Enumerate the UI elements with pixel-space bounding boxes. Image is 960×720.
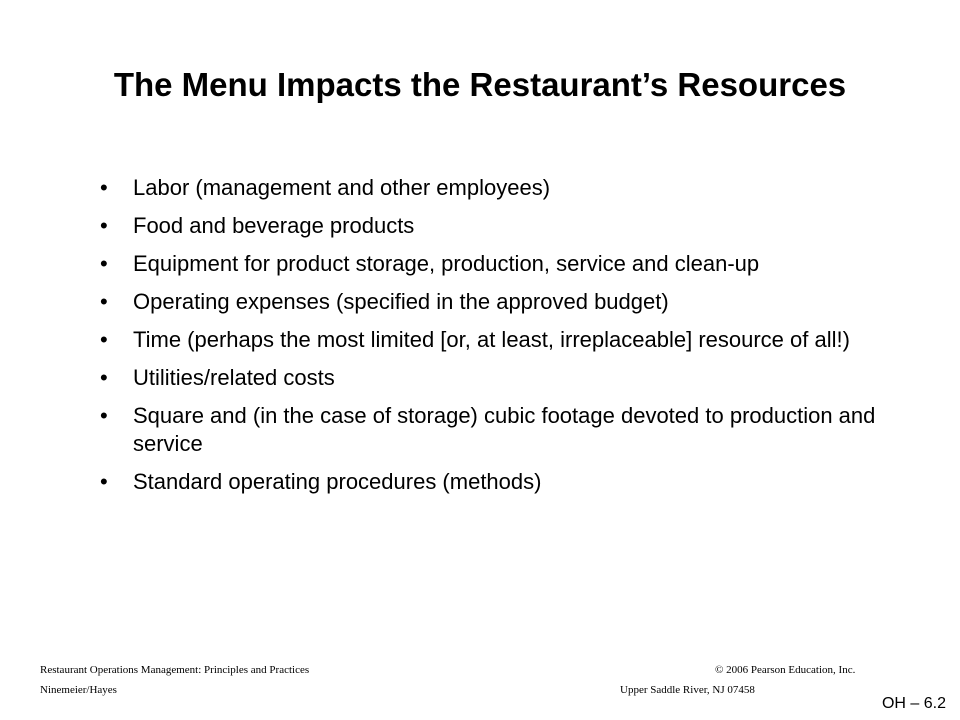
bullet-icon: • [100, 327, 108, 352]
bullet-icon: • [100, 289, 108, 314]
list-item [100, 364, 900, 392]
bullet-icon: • [100, 175, 108, 200]
list-item [100, 468, 900, 496]
bullet-text: Utilities/related costs [133, 365, 335, 390]
bullet-icon: • [100, 403, 108, 428]
bullet-text: Labor (management and other employees) [133, 175, 551, 200]
bullet-icon: • [100, 251, 108, 276]
list-item [100, 250, 900, 278]
footer-book-title: Restaurant Operations Management: Principles and Practices [40, 664, 310, 676]
bullet-text: Food and beverage products [133, 213, 415, 238]
bullet-icon: • [100, 469, 108, 494]
slide-title: The Menu Impacts the Restaurant’s Resources [113, 66, 847, 103]
footer-copyright: © 2006 Pearson Education, Inc. [715, 664, 856, 676]
slide-number: OH – 6.2 [881, 695, 946, 712]
bullet-icon: • [100, 365, 108, 390]
list-item [100, 402, 900, 458]
list-item [100, 174, 900, 202]
bullet-text: Time (perhaps the most limited [or, at least, irreplaceable] resource of all!) [133, 327, 850, 352]
bullet-text: Standard operating procedures (methods) [133, 469, 542, 494]
bullet-text: Square and (in the case of storage) cubic footage devoted to production and service [133, 403, 876, 456]
footer-authors: Ninemeier/Hayes [40, 684, 117, 696]
bullet-list [100, 174, 900, 506]
footer-address: Upper Saddle River, NJ 07458 [620, 684, 755, 696]
list-item [100, 326, 900, 354]
bullet-icon: • [100, 213, 108, 238]
bullet-text: Operating expenses (specified in the approved budget) [133, 289, 669, 314]
list-item [100, 212, 900, 240]
bullet-text: Equipment for product storage, production, service and clean-up [133, 251, 760, 276]
list-item [100, 288, 900, 316]
